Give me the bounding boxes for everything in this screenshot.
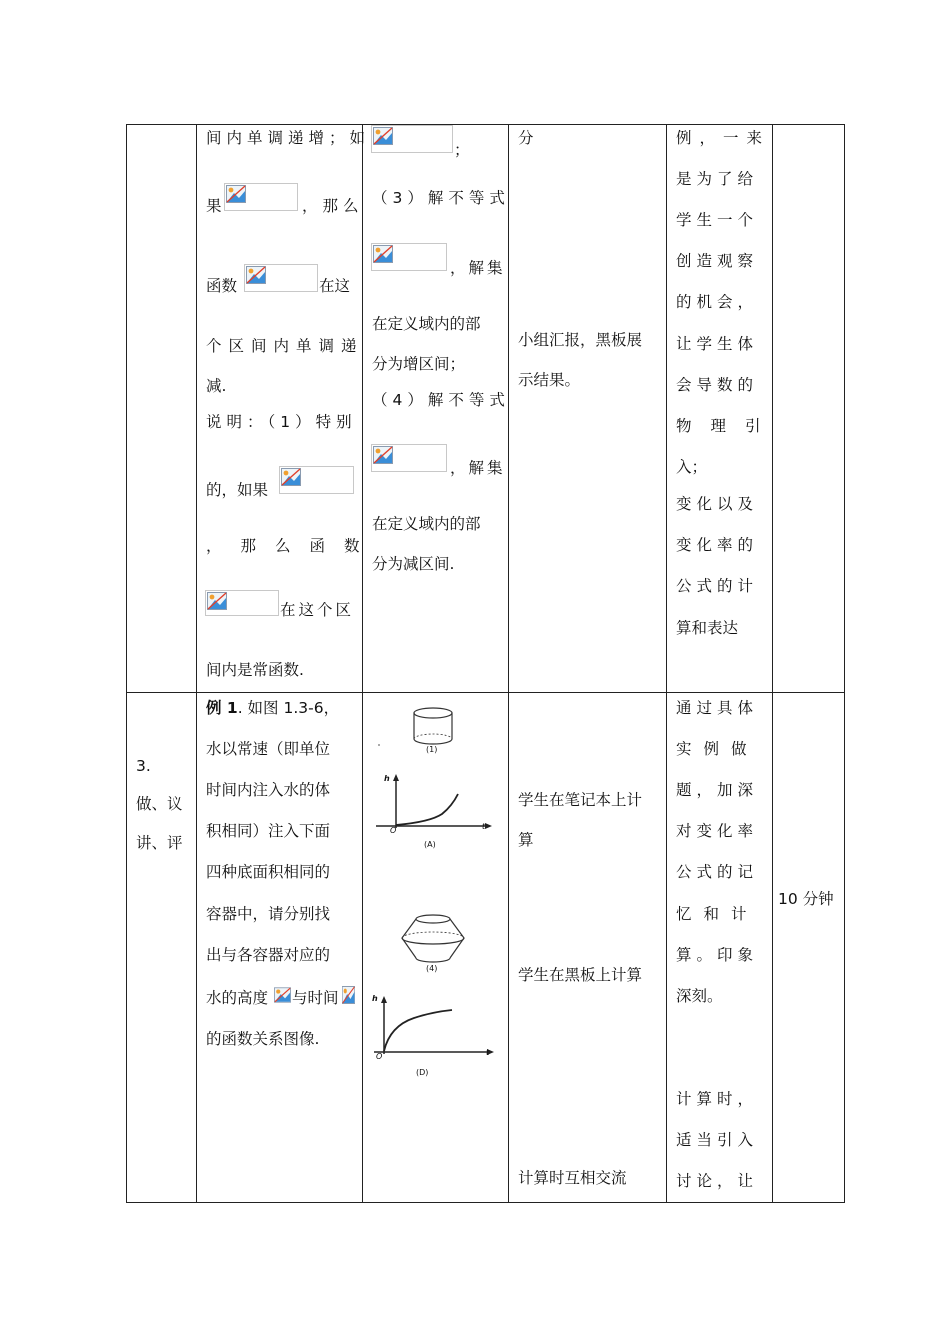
formula-image-placeholder bbox=[274, 986, 292, 1006]
row1-col5-line: 算和表达 bbox=[676, 619, 739, 637]
table-bottom-border bbox=[126, 1202, 845, 1203]
row1-col4-line2: 小组汇报，黑板展 bbox=[518, 331, 643, 349]
broken-image-icon bbox=[373, 245, 393, 263]
row1-col5-line: 学生一个 bbox=[676, 211, 759, 229]
row2-col4-line1: 学生在笔记本上计 bbox=[518, 791, 643, 809]
row1-col5-line: 入； bbox=[676, 458, 708, 476]
graph-A-axis-h: h bbox=[384, 774, 390, 783]
row2-col5-line: 计算时， bbox=[676, 1090, 759, 1108]
row1-col5-line: 公式的计 bbox=[676, 577, 759, 595]
row1-col3-line5: 分为增区间； bbox=[372, 355, 466, 373]
row2-col2-line6: 容器中，请分别找 bbox=[206, 905, 331, 923]
row1-col2-line1: 间内单调递增；如 bbox=[206, 129, 371, 147]
row2-col5-line: 对变化率 bbox=[676, 822, 759, 840]
row2-col1-line3: 讲、评 bbox=[136, 834, 183, 852]
row1-col2-line7: 的，如果 bbox=[206, 481, 269, 499]
row2-col5-line: 算。印象 bbox=[676, 946, 759, 964]
row1-col5-line: 变化率的 bbox=[676, 536, 759, 554]
row2-col5-line: 深刻。 bbox=[676, 987, 723, 1005]
formula-image-placeholder bbox=[279, 466, 354, 494]
container-figure-4 bbox=[370, 908, 506, 980]
row1-col4-line1: 分 bbox=[518, 129, 534, 147]
row1-col3-line9: 分为减区间. bbox=[372, 555, 455, 573]
row2-col2-line8b: 与时间 bbox=[292, 989, 339, 1007]
graph-A-origin: O bbox=[390, 826, 397, 835]
row1-col5-line: 物理引 bbox=[676, 417, 780, 435]
row2-col2-line5: 四种底面积相同的 bbox=[206, 863, 331, 881]
row1-col2-line3b: 在这 bbox=[319, 277, 351, 295]
formula-image-placeholder bbox=[205, 590, 279, 616]
row2-col4-line2: 算 bbox=[518, 831, 534, 849]
table-col-border-4 bbox=[508, 124, 509, 1203]
broken-image-icon bbox=[342, 986, 355, 1004]
graph-A bbox=[370, 770, 506, 854]
row1-col3-line1b: ； bbox=[454, 141, 470, 159]
graph-D-label: (D) bbox=[416, 1068, 429, 1077]
table-top-border bbox=[126, 124, 845, 125]
graph-D-axis-t: t bbox=[486, 1048, 490, 1057]
row1-col5-line: 让学生体 bbox=[676, 335, 759, 353]
formula-image-placeholder bbox=[371, 444, 447, 472]
row2-col5-line: 忆和计 bbox=[676, 905, 759, 923]
formula-image-placeholder bbox=[224, 183, 298, 211]
graph-A-axis-t: t bbox=[482, 822, 486, 831]
row1-col3-line7b: ，解集 bbox=[450, 459, 506, 477]
table-row-divider bbox=[126, 692, 845, 693]
row1-col2-line4: 个区间内单调递 bbox=[206, 337, 364, 355]
row2-col1-line1: 3. bbox=[136, 757, 151, 775]
graph-D bbox=[370, 990, 506, 1082]
broken-image-icon bbox=[274, 986, 291, 1004]
figure-1-label: (1) bbox=[426, 745, 438, 754]
row2-col2-line2: 水以常速（即单位 bbox=[206, 740, 331, 758]
row2-col6-time: 10 分钟 bbox=[778, 890, 834, 908]
row2-col2-line7: 出与各容器对应的 bbox=[206, 946, 331, 964]
broken-image-icon bbox=[373, 446, 393, 464]
broken-image-icon bbox=[207, 592, 227, 610]
table-col-border-7 bbox=[844, 124, 845, 1203]
formula-image-placeholder bbox=[244, 264, 318, 292]
row1-col2-line8: ，那么函数 bbox=[206, 537, 379, 555]
row2-col1-line2: 做、议 bbox=[136, 795, 183, 813]
row2-col2-line8a: 水的高度 bbox=[206, 989, 269, 1007]
row1-col2-line2a: 果 bbox=[206, 197, 222, 215]
example-intro: . 如图 1.3-6， bbox=[237, 699, 340, 717]
row1-col5-line: 的机会， bbox=[676, 293, 759, 311]
row1-col5-line: 变化以及 bbox=[676, 495, 759, 513]
example-label: 例 1 bbox=[206, 699, 238, 717]
formula-image-placeholder bbox=[371, 243, 447, 271]
row1-col5-line: 创造观察 bbox=[676, 252, 759, 270]
row2-col2-line4: 积相同）注入下面 bbox=[206, 822, 331, 840]
row1-col3-line2: （3）解不等式 bbox=[372, 189, 510, 207]
broken-image-icon bbox=[226, 185, 246, 203]
row1-col2-line2b: ，那么 bbox=[302, 197, 364, 215]
formula-image-placeholder bbox=[342, 986, 356, 1006]
row2-col4-line3: 学生在黑板上计算 bbox=[518, 966, 643, 984]
row2-col2-line1 bbox=[206, 698, 339, 718]
table-col-border-3 bbox=[362, 124, 363, 1203]
graph-D-axis-h: h bbox=[372, 994, 378, 1003]
broken-image-icon bbox=[281, 468, 301, 486]
row1-col3-line6: （4）解不等式 bbox=[372, 391, 510, 409]
graph-D-origin: O bbox=[376, 1052, 383, 1061]
row2-col5-line: 实例做 bbox=[676, 740, 759, 758]
row1-col2-line5: 减. bbox=[206, 377, 227, 395]
row1-col2-line9b: 在这个区 bbox=[280, 601, 355, 619]
row1-col3-line8: 在定义域内的部 bbox=[372, 515, 481, 533]
row1-col5-line: 会导数的 bbox=[676, 376, 759, 394]
row1-col2-line10: 间内是常函数. bbox=[206, 661, 304, 679]
row2-col5-line: 通过具体 bbox=[676, 699, 759, 717]
row2-col5-line: 讨论，让 bbox=[676, 1172, 759, 1190]
row2-col4-line4: 计算时互相交流 bbox=[518, 1169, 627, 1187]
broken-image-icon bbox=[246, 266, 266, 284]
row2-col5-line: 题，加深 bbox=[676, 781, 759, 799]
table-col-border-2 bbox=[196, 124, 197, 1203]
row2-col2-line9: 的函数关系图像. bbox=[206, 1030, 320, 1048]
row1-col2-line3a: 函数 bbox=[206, 277, 238, 295]
row1-col2-line6: 说明：（1）特别 bbox=[206, 413, 357, 431]
graph-A-label: (A) bbox=[424, 840, 436, 849]
broken-image-icon bbox=[373, 127, 393, 145]
formula-image-placeholder bbox=[371, 125, 453, 153]
table-col-border-6 bbox=[772, 124, 773, 1203]
row1-col3-line4: 在定义域内的部 bbox=[372, 315, 481, 333]
row2-col5-line: 公式的记 bbox=[676, 863, 759, 881]
table-col-border-1 bbox=[126, 124, 127, 1203]
row2-col5-line: 适当引入 bbox=[676, 1131, 759, 1149]
container-figure-1 bbox=[370, 695, 506, 763]
row2-col2-line3: 时间内注入水的体 bbox=[206, 781, 331, 799]
row1-col5-line: 是为了给 bbox=[676, 170, 759, 188]
row1-col4-line3: 示结果。 bbox=[518, 371, 581, 389]
table-col-border-5 bbox=[666, 124, 667, 1203]
figure-4-label: (4) bbox=[426, 964, 438, 973]
row1-col3-line3b: ，解集 bbox=[450, 259, 506, 277]
row1-col5-line: 例，一来 bbox=[676, 129, 771, 147]
